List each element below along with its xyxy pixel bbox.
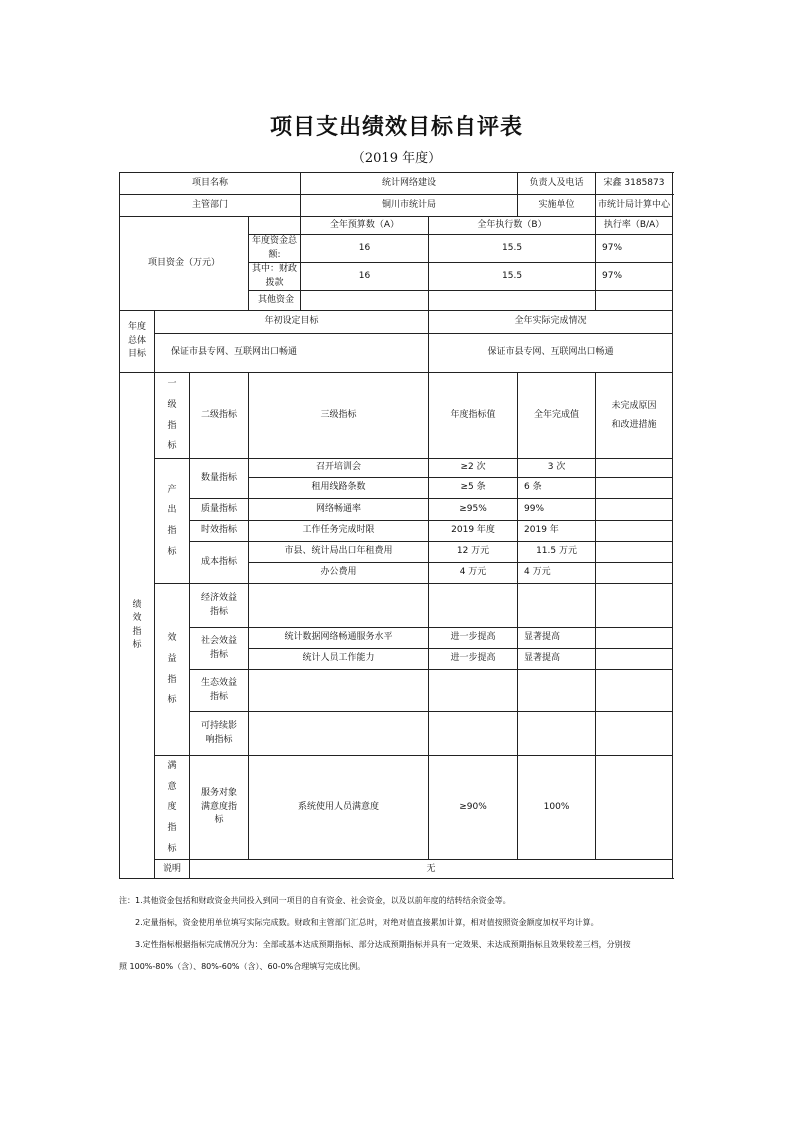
actual-header: 全年完成值 xyxy=(518,373,596,459)
label-line: 响指标 xyxy=(205,734,233,745)
funds-row-exec xyxy=(429,291,596,311)
contact-value: 宋鑫 3185873 xyxy=(596,173,673,195)
footnote: 2.定量指标，资金使用单位填写实际完成数。财政和主管部门汇总时，对绝对值直接累加计算，相对值按照资金额度加权平均计算。 xyxy=(135,918,599,927)
indicator-target xyxy=(429,670,518,712)
label-line: 社会效益 xyxy=(200,636,237,646)
funds-row-label: 年度资金总额: xyxy=(249,235,301,263)
indicator-actual: 11.5 万元 xyxy=(518,542,596,563)
indicator-target: ≥5 条 xyxy=(429,478,518,499)
cost-indicator-label: 成本指标 xyxy=(190,542,249,584)
output-char: 标 xyxy=(167,546,177,557)
goals-initial-value: 保证市县专网、互联网出口畅通 xyxy=(155,334,429,373)
benefit-char: 效 xyxy=(167,633,177,644)
target-header: 年度指标值 xyxy=(429,373,518,459)
unit-value: 市统计局计算中心 xyxy=(596,195,673,217)
indicators-section-label: 绩效指标 xyxy=(120,373,155,879)
indicator-reason xyxy=(596,478,673,499)
quality-indicator-label: 质量指标 xyxy=(190,499,249,521)
label-line: 生态效益 xyxy=(200,678,237,688)
funds-row-exec: 15.5 xyxy=(429,263,596,291)
indicator-target: 4 万元 xyxy=(429,563,518,584)
dept-label: 主管部门 xyxy=(120,195,301,217)
label-line: 满意度指 xyxy=(200,801,237,812)
indicator-name: 系统使用人员满意度 xyxy=(249,756,429,860)
indicator-name: 办公费用 xyxy=(249,563,429,584)
indicator-reason xyxy=(596,649,673,670)
indicator-actual xyxy=(518,584,596,628)
label-line: 标 xyxy=(214,815,224,826)
label-line: 指标 xyxy=(209,606,228,617)
goals-label-line: 总体 xyxy=(127,335,146,346)
indicator-name: 工作任务完成时限 xyxy=(249,521,429,542)
goals-initial-header: 年初设定目标 xyxy=(155,311,429,334)
indicator-name: 召开培训会 xyxy=(249,459,429,478)
satisfaction-indicator-label xyxy=(155,756,190,860)
funds-row-budget xyxy=(301,291,429,311)
indicator-target xyxy=(429,712,518,756)
indicator-reason xyxy=(596,712,673,756)
indicator-target: 进一步提高 xyxy=(429,649,518,670)
level2-header: 二级指标 xyxy=(190,373,249,459)
satisfaction-char: 满 xyxy=(167,761,177,771)
indicator-target: 进一步提高 xyxy=(429,628,518,649)
funds-blank-header xyxy=(249,217,301,235)
indicator-reason xyxy=(596,756,673,860)
funds-budget-header: 全年预算数（A） xyxy=(301,217,429,235)
goals-label xyxy=(120,311,155,373)
indicator-reason xyxy=(596,670,673,712)
time-indicator-label: 时效指标 xyxy=(190,521,249,542)
indicator-target: ≥95% xyxy=(429,499,518,521)
label-line: 可持续影 xyxy=(200,721,237,731)
indicator-actual xyxy=(518,712,596,756)
document-title: 项目支出绩效目标自评表 xyxy=(269,114,523,140)
funds-rate-header: 执行率（B/A） xyxy=(596,217,673,235)
level1-header xyxy=(155,373,190,459)
indicator-actual xyxy=(518,670,596,712)
remark-label: 说明 xyxy=(155,860,190,879)
indicator-name: 市县、统计局出口年租费用 xyxy=(249,542,429,563)
indicator-reason xyxy=(596,628,673,649)
output-indicator-label xyxy=(155,459,190,584)
benefit-indicator-label xyxy=(155,584,190,756)
label-line: 指标 xyxy=(209,649,228,660)
funds-row-label: 其中：财政拨款 xyxy=(249,263,301,291)
funds-row-label: 其他资金 xyxy=(249,291,301,311)
indicator-actual: 3 次 xyxy=(518,459,596,478)
indicator-reason xyxy=(596,499,673,521)
indicator-name xyxy=(249,712,429,756)
unit-label: 实施单位 xyxy=(518,195,596,217)
level1-char: 标 xyxy=(167,441,177,452)
goals-label-line: 年度 xyxy=(127,322,146,333)
social-indicator-label xyxy=(190,628,249,670)
indicator-target xyxy=(429,584,518,628)
project-name-value: 统计网络建设 xyxy=(301,173,518,195)
indicator-reason xyxy=(596,584,673,628)
footnote: 注：1.其他资金包括和财政资金共同投入到同一项目的自有资金、社会资金，以及以前年度的结转结余资金等。 xyxy=(119,896,511,905)
indicator-reason xyxy=(596,563,673,584)
level3-header: 三级指标 xyxy=(249,373,429,459)
satisfaction-char: 标 xyxy=(167,843,177,854)
indicator-name: 网络畅通率 xyxy=(249,499,429,521)
indicator-name xyxy=(249,670,429,712)
satisfaction-char: 指 xyxy=(167,823,177,834)
indicator-reason xyxy=(596,521,673,542)
funds-row-budget: 16 xyxy=(301,263,429,291)
goals-label-line: 目标 xyxy=(127,349,146,360)
satisfaction-char: 度 xyxy=(167,802,177,813)
eco-indicator-label xyxy=(190,670,249,712)
level1-char: 指 xyxy=(167,420,177,431)
label-line: 经济效益 xyxy=(200,593,237,603)
project-name-label: 项目名称 xyxy=(120,173,301,195)
funds-row-exec: 15.5 xyxy=(429,235,596,263)
service-satisfaction-label xyxy=(190,756,249,860)
indicator-actual: 显著提高 xyxy=(518,628,596,649)
indicator-actual: 99% xyxy=(518,499,596,521)
evaluation-table xyxy=(119,172,673,879)
indicator-target: ≥90% xyxy=(429,756,518,860)
economic-indicator-label xyxy=(190,584,249,628)
label-line: 指标 xyxy=(209,691,228,702)
reason-header: 未完成原因和改进措施 xyxy=(596,373,673,459)
label-line: 服务对象 xyxy=(200,788,237,799)
funds-row-rate: 97% xyxy=(596,263,673,291)
indicator-target: 12 万元 xyxy=(429,542,518,563)
indicator-reason xyxy=(596,542,673,563)
benefit-char: 指 xyxy=(167,674,177,685)
indicator-name: 租用线路条数 xyxy=(249,478,429,499)
indicator-actual: 100% xyxy=(518,756,596,860)
output-char: 产 xyxy=(167,484,177,495)
funds-exec-header: 全年执行数（B） xyxy=(429,217,596,235)
satisfaction-char: 意 xyxy=(167,781,177,792)
remark-value: 无 xyxy=(190,860,673,879)
goals-actual-value: 保证市县专网、互联网出口畅通 xyxy=(429,334,673,373)
contact-label: 负责人及电话 xyxy=(518,173,596,195)
funds-label: 项目资金（万元） xyxy=(120,217,249,311)
goals-actual-header: 全年实际完成情况 xyxy=(429,311,673,334)
footnote: 3.定性指标根据指标完成情况分为：全部或基本达成预期指标、部分达成预期指标并具有一定效果、未达成预期指标且效果较差三档，分别按 xyxy=(135,940,631,949)
footnotes xyxy=(119,890,679,978)
quantity-indicator-label: 数量指标 xyxy=(190,459,249,499)
funds-row-rate: 97% xyxy=(596,235,673,263)
funds-row-budget: 16 xyxy=(301,235,429,263)
benefit-char: 益 xyxy=(167,653,177,664)
indicator-name: 统计数据网络畅通服务水平 xyxy=(249,628,429,649)
indicator-actual: 4 万元 xyxy=(518,563,596,584)
indicator-name: 统计人员工作能力 xyxy=(249,649,429,670)
level1-char: 一 xyxy=(167,379,177,390)
level1-char: 级 xyxy=(167,399,177,410)
indicator-target: 2019 年度 xyxy=(429,521,518,542)
dept-value: 铜川市统计局 xyxy=(301,195,518,217)
document-subtitle: （2019 年度） xyxy=(351,151,442,166)
output-char: 指 xyxy=(167,526,177,536)
indicator-actual: 2019 年 xyxy=(518,521,596,542)
sustainability-indicator-label xyxy=(190,712,249,756)
benefit-char: 标 xyxy=(167,695,177,706)
indicator-actual: 显著提高 xyxy=(518,649,596,670)
footnote: 照 100%-80%（含）、80%-60%（含）、60-0%合理填写完成比例。 xyxy=(119,962,366,971)
indicator-reason xyxy=(596,459,673,478)
funds-row-rate xyxy=(596,291,673,311)
indicator-actual: 6 条 xyxy=(518,478,596,499)
indicator-target: ≥2 次 xyxy=(429,459,518,478)
indicator-name xyxy=(249,584,429,628)
output-char: 出 xyxy=(167,505,177,516)
